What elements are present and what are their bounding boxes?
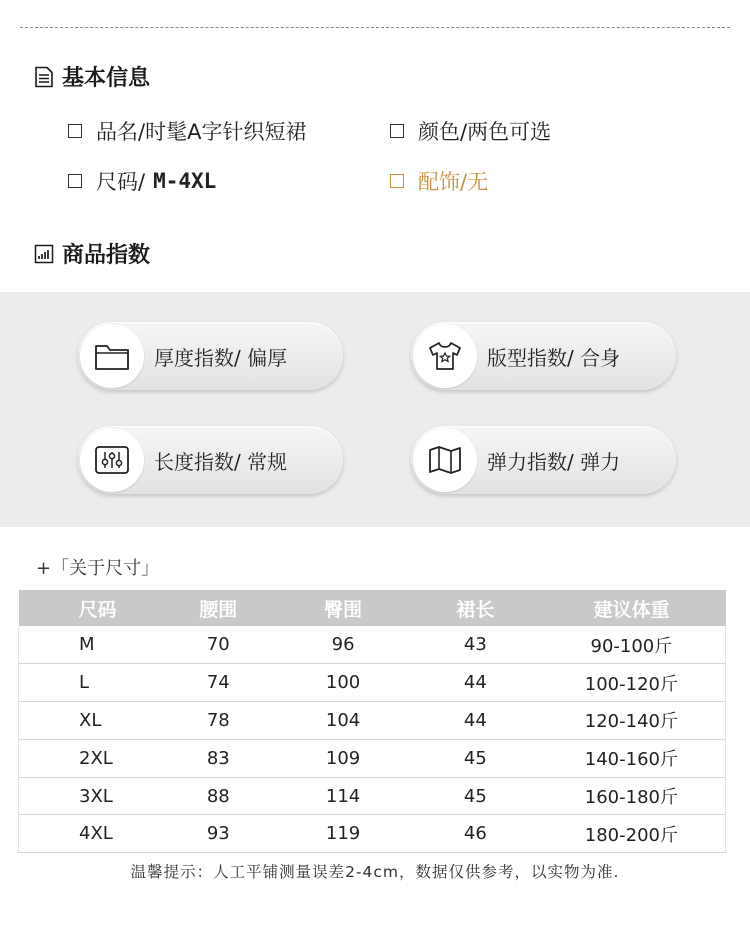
sliders-icon: [94, 445, 130, 475]
info-item-label: 颜色/两色可选: [418, 120, 552, 144]
table-cell: 120-140斤: [538, 702, 726, 740]
table-row: [19, 739, 726, 777]
index-pill-fit: [411, 322, 676, 390]
table-cell: 44: [413, 702, 538, 740]
index-pill-thickness: [78, 322, 343, 390]
table-row: [19, 815, 726, 853]
tshirt-icon: [427, 340, 463, 372]
table-row: [19, 777, 726, 815]
index-pill-label: 版型指数/ 合身: [487, 345, 621, 370]
checkbox-icon: [390, 124, 404, 138]
info-item-value: M-4XL: [153, 169, 217, 193]
index-pill-label: 长度指数/ 常规: [154, 449, 288, 474]
table-cell: L: [19, 664, 164, 702]
table-cell: 109: [273, 739, 413, 777]
table-cell: 160-180斤: [538, 777, 726, 815]
basic-info-title: 基本信息: [62, 66, 151, 91]
header-cell: 裙长: [413, 590, 538, 626]
measurement-note: 温馨提示：人工平铺测量误差2-4cm，数据仅供参考，以实物为准.: [130, 863, 620, 881]
info-item-label: 尺码/: [96, 170, 146, 194]
header-cell: 建议体重: [538, 590, 726, 626]
table-cell: 46: [413, 815, 538, 853]
info-item-size: [68, 166, 216, 196]
table-cell: 74: [163, 664, 273, 702]
top-dashed-divider: [20, 27, 730, 28]
table-cell: 45: [413, 739, 538, 777]
table-cell: 44: [413, 664, 538, 702]
info-item-name: [68, 116, 306, 146]
table-cell: 90-100斤: [538, 626, 726, 664]
header-cell: 尺码: [19, 590, 164, 626]
table-cell: 104: [273, 702, 413, 740]
table-cell: 78: [163, 702, 273, 740]
product-index-title: 商品指数: [62, 243, 151, 268]
table-cell: 83: [163, 739, 273, 777]
bar-chart-icon: [34, 244, 54, 264]
table-cell: 180-200斤: [538, 815, 726, 853]
table-cell: 100-120斤: [538, 664, 726, 702]
table-row: [19, 664, 726, 702]
table-cell: 88: [163, 777, 273, 815]
checkbox-icon: [68, 174, 82, 188]
index-pill-elasticity: [411, 426, 676, 494]
size-section-title: +「关于尺寸」: [36, 558, 160, 579]
table-cell: 114: [273, 777, 413, 815]
map-fold-icon: [427, 444, 463, 476]
table-cell: 70: [163, 626, 273, 664]
table-cell: 4XL: [19, 815, 164, 853]
table-cell: 3XL: [19, 777, 164, 815]
document-icon: [34, 66, 54, 88]
header-cell: 腰围: [163, 590, 273, 626]
index-pill-length: [78, 426, 343, 494]
table-cell: 140-160斤: [538, 739, 726, 777]
table-cell: 96: [273, 626, 413, 664]
index-pill-label: 弹力指数/ 弹力: [487, 449, 621, 474]
info-item-accessory: [390, 166, 488, 196]
basic-info-heading: [34, 61, 150, 92]
table-cell: 119: [273, 815, 413, 853]
folder-icon: [94, 341, 130, 371]
table-row: [19, 702, 726, 740]
info-item-label: 配饰/无: [418, 170, 489, 194]
info-item-label: 品名/时髦A字针织短裙: [96, 120, 307, 144]
table-row: [19, 626, 726, 664]
header-cell: 臀围: [273, 590, 413, 626]
table-cell: 2XL: [19, 739, 164, 777]
size-table-header: [19, 590, 726, 626]
table-cell: 43: [413, 626, 538, 664]
table-cell: M: [19, 626, 164, 664]
index-pill-label: 厚度指数/ 偏厚: [154, 345, 288, 370]
checkbox-icon: [390, 174, 404, 188]
table-cell: 100: [273, 664, 413, 702]
product-index-heading: [34, 238, 150, 269]
table-cell: 93: [163, 815, 273, 853]
checkbox-icon: [68, 124, 82, 138]
info-item-color: [390, 116, 551, 146]
size-table: [18, 590, 726, 853]
table-cell: 45: [413, 777, 538, 815]
table-cell: XL: [19, 702, 164, 740]
